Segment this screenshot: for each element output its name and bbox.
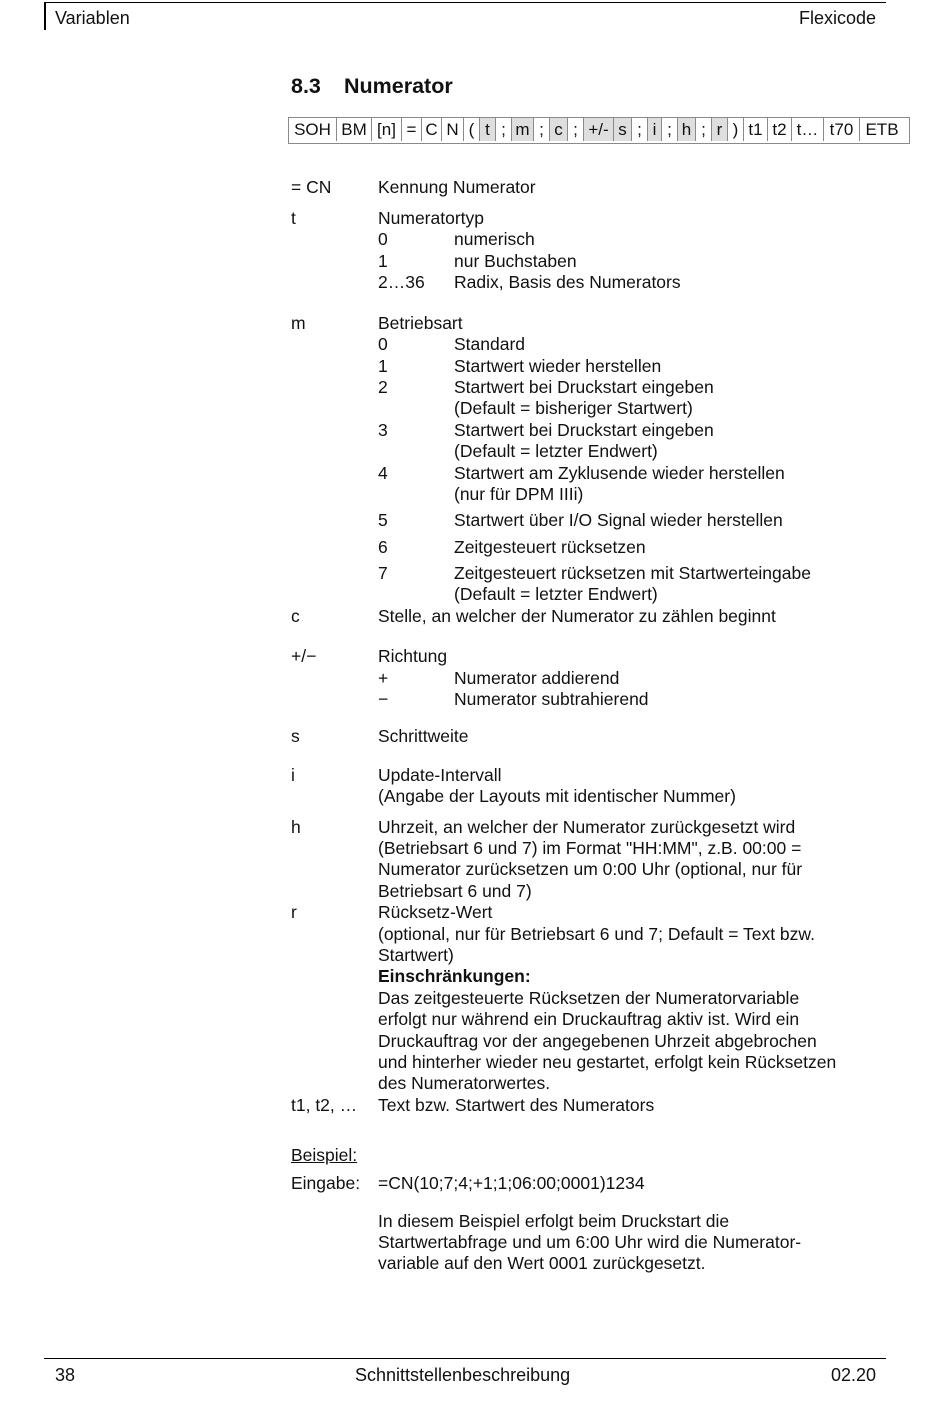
option-text: nur Buchstaben xyxy=(454,251,577,271)
syntax-cell: ; xyxy=(632,118,648,141)
example-explanation-line: In diesem Beispiel erfolgt beim Druckstart die xyxy=(378,1211,730,1231)
syntax-cell: h xyxy=(678,118,696,141)
option-code: + xyxy=(378,668,389,688)
param-desc: Richtung xyxy=(378,646,448,666)
param-desc-line: Numerator zurücksetzen um 0:00 Uhr (optional, nur für xyxy=(378,859,803,879)
option-note: (nur für DPM IIIi) xyxy=(454,484,584,504)
restriction-line: des Numeratorwertes. xyxy=(378,1073,551,1093)
param-term: +/− xyxy=(291,646,317,666)
syntax-cell: ; xyxy=(496,118,512,141)
option-code: 0 xyxy=(378,229,388,249)
syntax-cell: [n] xyxy=(372,118,402,141)
param-desc-line: Uhrzeit, an welcher der Numerator zurückgesetzt wird xyxy=(378,817,796,837)
option-text: Radix, Basis des Numerators xyxy=(454,272,681,292)
section-title xyxy=(291,74,453,99)
syntax-cell: ; xyxy=(534,118,550,141)
footer-rule xyxy=(44,1358,886,1359)
syntax-cell: SOH xyxy=(289,118,337,141)
document-title: Schnittstellenbeschreibung xyxy=(355,1365,571,1385)
option-text: Startwert bei Druckstart eingeben xyxy=(454,377,714,397)
option-text: Startwert bei Druckstart eingeben xyxy=(454,420,714,440)
restriction-heading: Einschränkungen: xyxy=(378,966,531,986)
syntax-cell: r xyxy=(712,118,728,141)
syntax-cell: BM xyxy=(337,118,372,141)
syntax-cell: t… xyxy=(792,118,824,141)
command-syntax xyxy=(288,117,910,144)
example-input-label: Eingabe: xyxy=(291,1173,361,1193)
param-desc-line: (optional, nur für Betriebsart 6 und 7; Default = Text bzw. xyxy=(378,924,815,944)
example-explanation-line: variable auf den Wert 0001 zurückgesetzt. xyxy=(378,1253,706,1273)
header-rule xyxy=(44,2,886,3)
option-code: 7 xyxy=(378,563,388,583)
param-desc-line: Betriebsart 6 und 7) xyxy=(378,881,532,901)
syntax-cell: t70 xyxy=(824,118,860,141)
page-number: 38 xyxy=(55,1365,76,1385)
restriction-line: und hinterher wieder neu gestartet, erfolgt kein Rücksetzen xyxy=(378,1052,837,1072)
section-title-text: Numerator xyxy=(344,74,453,98)
option-text: Numerator addierend xyxy=(454,668,620,688)
param-term: m xyxy=(291,313,306,333)
syntax-cell: i xyxy=(648,118,662,141)
option-text: Zeitgesteuert rücksetzen mit Startwerteingabe xyxy=(454,563,811,583)
syntax-cell: s xyxy=(614,118,632,141)
syntax-cell: c xyxy=(550,118,568,141)
param-note: (Angabe der Layouts mit identischer Nummer) xyxy=(378,786,736,806)
option-text: Numerator subtrahierend xyxy=(454,689,649,709)
option-text: Zeitgesteuert rücksetzen xyxy=(454,537,646,557)
restriction-line: Druckauftrag vor der angegebenen Uhrzeit abgebrochen xyxy=(378,1031,817,1051)
syntax-cell: ETB xyxy=(865,119,899,139)
param-desc-line: Rücksetz-Wert xyxy=(378,902,493,922)
param-desc-line: Startwert) xyxy=(378,945,454,965)
option-code: 3 xyxy=(378,420,388,440)
syntax-cell: +/- xyxy=(584,118,614,141)
param-desc: Text bzw. Startwert des Numerators xyxy=(378,1095,655,1115)
param-term: r xyxy=(291,902,297,922)
param-desc: Betriebsart xyxy=(378,313,463,333)
param-term: = CN xyxy=(291,177,332,197)
header-chapter: Variablen xyxy=(55,8,130,28)
option-note: (Default = bisheriger Startwert) xyxy=(454,398,693,418)
option-code: 0 xyxy=(378,334,388,354)
option-code: − xyxy=(378,689,389,709)
syntax-cell: ; xyxy=(662,118,678,141)
param-term: s xyxy=(291,726,300,746)
option-code: 4 xyxy=(378,463,388,483)
param-term: t xyxy=(291,208,296,228)
option-code: 6 xyxy=(378,537,388,557)
param-desc: Update-Intervall xyxy=(378,765,502,785)
param-term: c xyxy=(291,606,300,626)
param-desc: Schrittweite xyxy=(378,726,469,746)
option-note: (Default = letzter Endwert) xyxy=(454,584,658,604)
header-rule-vertical xyxy=(44,2,46,30)
syntax-cell: m xyxy=(512,118,534,141)
param-term: h xyxy=(291,817,301,837)
option-text: Startwert über I/O Signal wieder herstellen xyxy=(454,510,783,530)
option-code: 5 xyxy=(378,510,388,530)
option-code: 2 xyxy=(378,377,388,397)
param-desc-line: (Betriebsart 6 und 7) im Format "HH:MM", z.B. 00:00 = xyxy=(378,838,802,858)
syntax-cell: ; xyxy=(568,118,584,141)
header-product: Flexicode xyxy=(798,8,876,28)
syntax-cell: ( xyxy=(464,118,480,141)
option-code: 1 xyxy=(378,356,388,376)
section-number: 8.3 xyxy=(291,74,321,98)
option-text: Startwert wieder herstellen xyxy=(454,356,662,376)
option-text: Startwert am Zyklusende wieder herstellen xyxy=(454,463,785,483)
example-input-value: =CN(10;7;4;+1;1;06:00;0001)1234 xyxy=(378,1173,645,1193)
param-desc: Kennung Numerator xyxy=(378,177,536,197)
option-code: 2…36 xyxy=(378,272,425,292)
syntax-cell: ; xyxy=(696,118,712,141)
option-text: numerisch xyxy=(454,229,535,249)
syntax-cell: N xyxy=(442,118,464,141)
syntax-cell: t2 xyxy=(768,118,792,141)
example-explanation-line: Startwertabfrage und um 6:00 Uhr wird die Numerator- xyxy=(378,1232,802,1252)
option-text: Standard xyxy=(454,334,526,354)
restriction-line: erfolgt nur während ein Druckauftrag aktiv ist. Wird ein xyxy=(378,1009,800,1029)
syntax-cell: = xyxy=(402,118,422,141)
param-desc: Stelle, an welcher der Numerator zu zählen beginnt xyxy=(378,606,776,626)
syntax-cell: C xyxy=(422,118,442,141)
option-note: (Default = letzter Endwert) xyxy=(454,441,658,461)
option-code: 1 xyxy=(378,251,388,271)
document-date: 02.20 xyxy=(830,1365,876,1385)
syntax-cell: ) xyxy=(728,118,744,141)
example-heading: Beispiel: xyxy=(291,1145,358,1165)
param-desc: Numeratortyp xyxy=(378,208,485,228)
syntax-cell: t1 xyxy=(744,118,768,141)
syntax-cell: t xyxy=(480,118,496,141)
restriction-line: Das zeitgesteuerte Rücksetzen der Numeratorvariable xyxy=(378,988,800,1008)
param-term: t1, t2, … xyxy=(291,1095,358,1115)
param-term: i xyxy=(291,765,295,785)
